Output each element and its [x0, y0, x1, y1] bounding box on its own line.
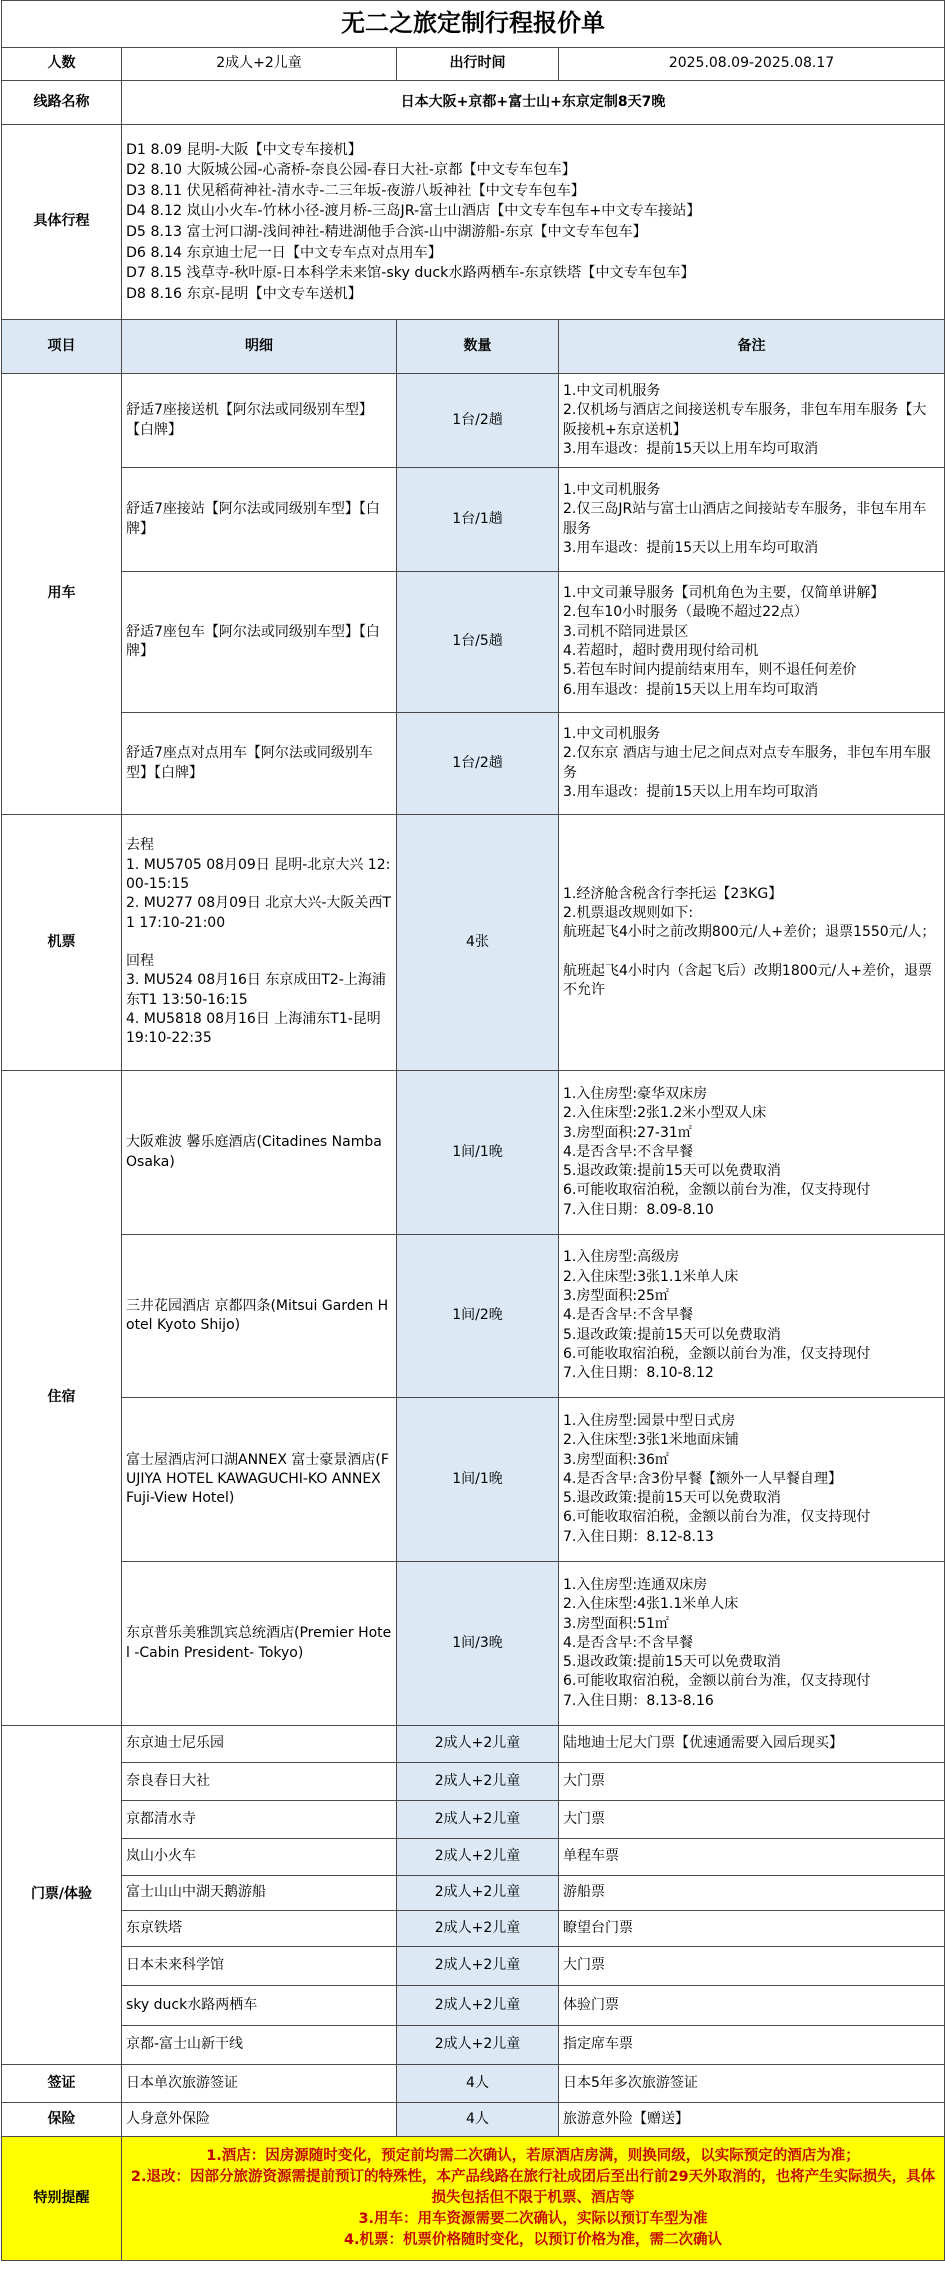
- ticket-note: 陆地迪士尼大门票【优速通需要入园后现买】: [559, 1726, 945, 1763]
- section-special-label: 特别提醒: [2, 2137, 122, 2261]
- note-line: 2.仅东京 酒店与迪士尼之间点对点专车服务，非包车用车服务: [563, 745, 931, 781]
- ticket-qty: 2成人+2儿童: [397, 2026, 559, 2065]
- flight-line: 1. MU5705 08月09日 昆明-北京大兴 12:00-15:15: [126, 856, 391, 893]
- flight-line: 去程: [126, 837, 154, 854]
- note-line: 2.入住床型:4张1.1米单人床: [563, 1596, 739, 1613]
- note-line: 1.入住房型:连通双床房: [563, 1576, 708, 1593]
- ticket-detail: 富士山山中湖天鹅游船: [122, 1876, 397, 1911]
- page-title: 无二之旅定制行程报价单: [2, 1, 945, 48]
- header-qty: 数量: [397, 320, 559, 374]
- flight-line: 3. MU524 08月16日 东京成田T2-上海浦东T1 13:50-16:15: [126, 972, 386, 1008]
- ticket-detail: 奈良春日大社: [122, 1763, 397, 1801]
- car-notes: [559, 374, 945, 468]
- car-detail: 舒适7座接站【阿尔法或同级别车型】【白牌】: [122, 468, 397, 572]
- note-line: 3.用车退改：提前15天以上用车均可取消: [563, 440, 819, 457]
- note-line: 6.可能收取宿泊税，金额以前台为准，仅支持现付: [563, 1673, 871, 1690]
- hotel-detail: 大阪难波 馨乐庭酒店(Citadines Namba Osaka): [122, 1071, 397, 1235]
- note-line: 3.用车退改：提前15天以上用车均可取消: [563, 783, 819, 800]
- itinerary-day: D3 8.11 伏见稻荷神社-清水寺-二三年坂-夜游八坂神社【中文专车包车】: [126, 182, 585, 199]
- note-line: 6.可能收取宿泊税，金额以前台为准，仅支持现付: [563, 1509, 871, 1526]
- note-line: 5.退改政策:提前15天可以免费取消: [563, 1490, 781, 1507]
- ticket-qty: 2成人+2儿童: [397, 1839, 559, 1876]
- ticket-detail: sky duck水路两栖车: [122, 1986, 397, 2026]
- note-line: 1.中文司机服务: [563, 725, 661, 742]
- car-detail: 舒适7座包车【阿尔法或同级别车型】【白牌】: [122, 572, 397, 713]
- note-line: 7.入住日期：8.09-8.10: [563, 1201, 714, 1218]
- note-line: 6.可能收取宿泊税，金额以前台为准，仅支持现付: [563, 1345, 871, 1362]
- note-line: 1.中文司机服务: [563, 481, 661, 498]
- note-line: 1.入住房型:豪华双床房: [563, 1085, 708, 1102]
- car-detail: 舒适7座接送机【阿尔法或同级别车型】【白牌】: [122, 374, 397, 468]
- flight-line: 回程: [126, 953, 154, 969]
- itinerary-day: D5 8.13 富士河口湖-浅间神社-精进湖他手合滨-山中湖游船-东京【中文专车包车】: [126, 224, 647, 240]
- ticket-detail: 京都-富士山新干线: [122, 2026, 397, 2065]
- note-line: 4.是否含早:不含早餐: [563, 1143, 694, 1160]
- insurance-qty: 4人: [397, 2103, 559, 2137]
- time-value: 2025.08.09-2025.08.17: [559, 48, 945, 81]
- ticket-qty: 2成人+2儿童: [397, 1947, 559, 1986]
- note-line: 3.房型面积:27-31㎡: [563, 1124, 692, 1141]
- car-qty: 1台/2趟: [397, 713, 559, 815]
- hotel-qty: 1间/3晚: [397, 1562, 559, 1726]
- flight-line: 4. MU5818 08月16日 上海浦东T1-昆明 19:10-22:35: [126, 1010, 381, 1047]
- insurance-detail: 人身意外保险: [122, 2103, 397, 2137]
- note-line: 5.退改政策:提前15天可以免费取消: [563, 1163, 781, 1180]
- ticket-detail: 日本未来科学馆: [122, 1947, 397, 1986]
- note-line: 2.入住床型:3张1.1米单人床: [563, 1268, 739, 1285]
- visa-detail: 日本单次旅游签证: [122, 2065, 397, 2103]
- hotel-detail: 三井花园酒店 京都四条(Mitsui Garden Hotel Kyoto Shijo): [122, 1235, 397, 1398]
- note-line: 2.入住床型:2张1.2米小型双人床: [563, 1105, 767, 1122]
- note-line: 1.经济舱含税含行李托运【23KG】: [563, 885, 783, 902]
- route-label: 线路名称: [2, 81, 122, 125]
- note-line: 4.是否含早:不含早餐: [563, 1634, 694, 1651]
- people-value: 2成人+2儿童: [122, 48, 397, 81]
- ticket-note: 体验门票: [559, 1986, 945, 2026]
- ticket-note: 大门票: [559, 1801, 945, 1839]
- flight-qty: 4张: [397, 815, 559, 1071]
- special-line: 1.酒店：因房源随时变化，预定前均需二次确认，若原酒店房满，则换同级，以实际预定的酒店为准；: [206, 2147, 860, 2164]
- header-item: 项目: [2, 320, 122, 374]
- header-detail: 明细: [122, 320, 397, 374]
- ticket-note: 游船票: [559, 1876, 945, 1911]
- ticket-qty: 2成人+2儿童: [397, 1801, 559, 1839]
- note-line: 1.中文司机服务: [563, 382, 661, 399]
- note-line: 2.仅三岛JR站与富士山酒店之间接站专车服务，非包车用车服务: [563, 501, 927, 537]
- ticket-detail: 东京迪士尼乐园: [122, 1726, 397, 1763]
- hotel-notes: [559, 1562, 945, 1726]
- ticket-note: 指定席车票: [559, 2026, 945, 2065]
- ticket-detail: 京都清水寺: [122, 1801, 397, 1839]
- car-qty: 1台/1趟: [397, 468, 559, 572]
- note-line: 4.是否含早:不含早餐: [563, 1307, 694, 1324]
- itinerary-list: [122, 125, 945, 320]
- ticket-detail: 岚山小火车: [122, 1839, 397, 1876]
- ticket-qty: 2成人+2儿童: [397, 1876, 559, 1911]
- note-line: 5.退改政策:提前15天可以免费取消: [563, 1654, 781, 1671]
- hotel-qty: 1间/2晚: [397, 1235, 559, 1398]
- hotel-notes: [559, 1071, 945, 1235]
- car-detail: 舒适7座点对点用车【阿尔法或同级别车型】【白牌】: [122, 713, 397, 815]
- itinerary-day: D1 8.09 昆明-大阪【中文专车接机】: [126, 141, 362, 158]
- section-hotel-label: 住宿: [2, 1071, 122, 1726]
- flight-line: 2. MU277 08月09日 北京大兴-大阪关西T1 17:10-21:00: [126, 895, 391, 931]
- note-line: 2.机票退改规则如下:: [563, 905, 694, 922]
- hotel-notes: [559, 1398, 945, 1562]
- note-line: 2.仅机场与酒店之间接送机专车服务，非包车用车服务【大阪接机+东京送机】: [563, 402, 927, 438]
- special-notes: [122, 2137, 945, 2261]
- ticket-note: 单程车票: [559, 1839, 945, 1876]
- note-line: 7.入住日期：8.12-8.13: [563, 1528, 714, 1545]
- car-notes: [559, 468, 945, 572]
- itinerary-day: D6 8.14 东京迪士尼一日【中文专车点对点用车】: [126, 244, 442, 261]
- special-line: 3.用车：用车资源需要二次确认，实际以预订车型为准: [358, 2211, 708, 2227]
- note-line: 2.入住床型:3张1米地面床铺: [563, 1432, 739, 1449]
- note-line: 3.房型面积:51㎡: [563, 1615, 669, 1632]
- section-tickets-label: 门票/体验: [2, 1726, 122, 2065]
- note-line: 2.包车10小时服务（最晚不超过22点）: [563, 604, 808, 621]
- visa-note: 日本5年多次旅游签证: [559, 2065, 945, 2103]
- flight-spacer: [126, 933, 392, 952]
- ticket-note: 大门票: [559, 1947, 945, 1986]
- people-label: 人数: [2, 48, 122, 81]
- note-line: 航班起飞4小时内（含起飞后）改期1800元/人+差价，退票不允许: [563, 962, 932, 998]
- note-line: 4.若超时，超时费用现付给司机: [563, 643, 759, 659]
- note-line: 4.是否含早:含3份早餐【额外一人早餐自理】: [563, 1470, 842, 1487]
- special-line: 4.机票：机票价格随时变化，以预订价格为准，需二次确认: [343, 2232, 723, 2249]
- ticket-qty: 2成人+2儿童: [397, 1763, 559, 1801]
- itinerary-day: D8 8.16 东京-昆明【中文专车送机】: [126, 285, 362, 302]
- note-line: 1.入住房型:高级房: [563, 1249, 680, 1266]
- visa-qty: 4人: [397, 2065, 559, 2103]
- ticket-note: 瞭望台门票: [559, 1911, 945, 1947]
- ticket-qty: 2成人+2儿童: [397, 1726, 559, 1763]
- header-note: 备注: [559, 320, 945, 374]
- section-car-label: 用车: [2, 374, 122, 815]
- note-line: 7.入住日期：8.13-8.16: [563, 1692, 714, 1709]
- car-notes: [559, 713, 945, 815]
- itinerary-day: D7 8.15 浅草寺-秋叶原-日本科学未来馆-sky duck水路两栖车-东京铁塔【中文专车包车】: [126, 265, 695, 282]
- quote-table: [1, 0, 945, 2261]
- flight-detail: [122, 815, 397, 1071]
- note-line: 3.房型面积:36㎡: [563, 1451, 669, 1468]
- hotel-qty: 1间/1晚: [397, 1071, 559, 1235]
- note-line: 5.若包车时间内提前结束用车，则不退任何差价: [563, 662, 857, 679]
- car-notes: [559, 572, 945, 713]
- time-label: 出行时间: [397, 48, 559, 81]
- note-spacer: [563, 943, 940, 962]
- itinerary-label: 具体行程: [2, 125, 122, 320]
- itinerary-day: D2 8.10 大阪城公园-心斋桥-奈良公园-春日大社-京都【中文专车包车】: [126, 162, 576, 179]
- hotel-notes: [559, 1235, 945, 1398]
- ticket-note: 大门票: [559, 1763, 945, 1801]
- note-line: 1.中文司兼导服务【司机角色为主要，仅简单讲解】: [563, 585, 885, 602]
- section-visa-label: 签证: [2, 2065, 122, 2103]
- note-line: 3.用车退改：提前15天以上用车均可取消: [563, 539, 819, 556]
- car-qty: 1台/5趟: [397, 572, 559, 713]
- note-line: 3.司机不陪同进景区: [563, 623, 689, 640]
- note-line: 3.房型面积:25㎡: [563, 1288, 669, 1305]
- note-line: 6.可能收取宿泊税，金额以前台为准，仅支持现付: [563, 1182, 871, 1199]
- section-flight-label: 机票: [2, 815, 122, 1071]
- note-line: 1.入住房型:园景中型日式房: [563, 1412, 736, 1429]
- special-line: 2.退改：因部分旅游资源需提前预订的特殊性，本产品线路在旅行社成团后至出行前29天外取消的，也将产生实际损失，具体损失包括但不限于机票、酒店等: [130, 2168, 936, 2206]
- note-line: 航班起飞4小时之前改期800元/人+差价；退票1550元/人；: [563, 924, 936, 941]
- ticket-qty: 2成人+2儿童: [397, 1911, 559, 1947]
- note-line: 5.退改政策:提前15天可以免费取消: [563, 1326, 781, 1343]
- route-value: 日本大阪+京都+富士山+东京定制8天7晚: [122, 81, 945, 125]
- ticket-detail: 东京铁塔: [122, 1911, 397, 1947]
- hotel-qty: 1间/1晚: [397, 1398, 559, 1562]
- ticket-qty: 2成人+2儿童: [397, 1986, 559, 2026]
- note-line: 7.入住日期：8.10-8.12: [563, 1365, 714, 1382]
- insurance-note: 旅游意外险【赠送】: [559, 2103, 945, 2137]
- itinerary-day: D4 8.12 岚山小火车-竹林小径-渡月桥-三岛JR-富士山酒店【中文专车包车+中文专车接站】: [126, 203, 701, 220]
- section-insurance-label: 保险: [2, 2103, 122, 2137]
- note-line: 6.用车退改：提前15天以上用车均可取消: [563, 681, 819, 698]
- hotel-detail: 东京普乐美雅凯宾总统酒店(Premier Hotel -Cabin President- Tokyo): [122, 1562, 397, 1726]
- car-qty: 1台/2趟: [397, 374, 559, 468]
- flight-notes: [559, 815, 945, 1071]
- hotel-detail: 富士屋酒店河口湖ANNEX 富士豪景酒店(FUJIYA HOTEL KAWAGUCHI-KO ANNEX Fuji-View Hotel): [122, 1398, 397, 1562]
